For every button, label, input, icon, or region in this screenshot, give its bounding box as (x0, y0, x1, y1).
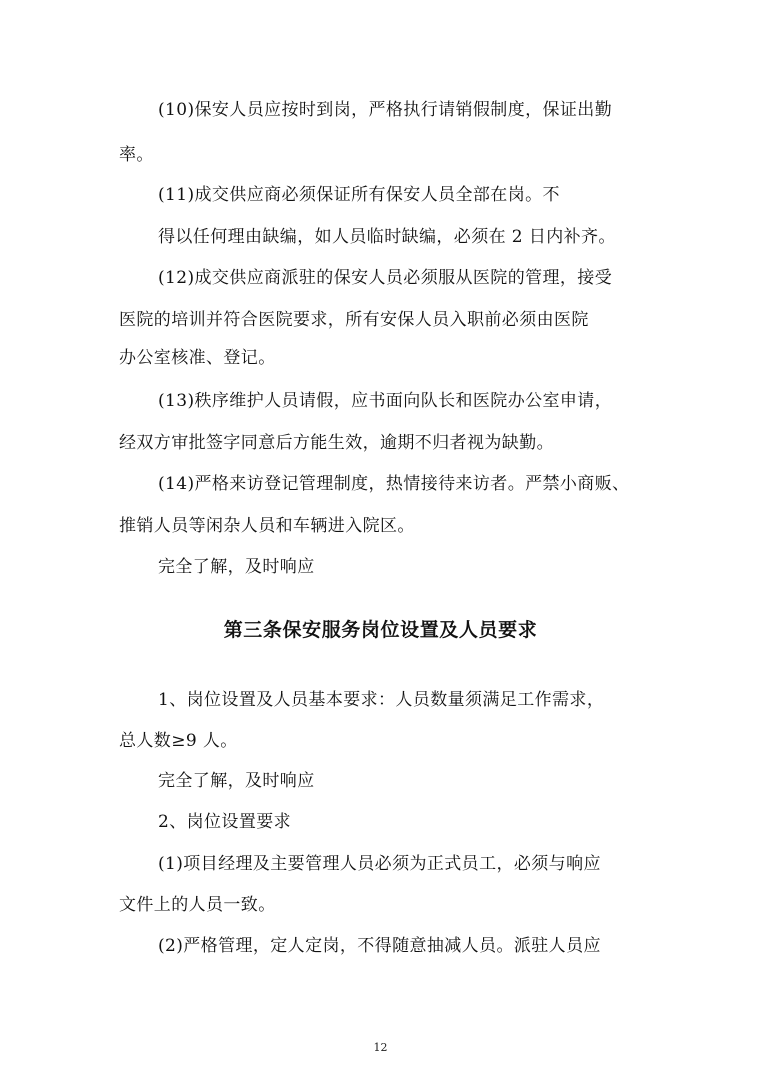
text-line: (1)项目经理及主要管理人员必须为正式员工，必须与响应 (158, 854, 601, 874)
section-heading: 第三条保安服务岗位设置及人员要求 (223, 619, 538, 641)
text-line: 率。 (119, 145, 154, 165)
text-line: 总人数≥9 人。 (119, 731, 238, 751)
text-line: (10)保安人员应按时到岗，严格执行请销假制度，保证出勤 (158, 100, 613, 120)
text-line: 2、岗位设置要求 (158, 812, 292, 832)
text-line: 完全了解，及时响应 (158, 557, 315, 577)
text-line: 办公室核准、登记。 (119, 348, 276, 368)
page-number: 12 (373, 1041, 388, 1054)
text-line: (11)成交供应商必须保证所有保安人员全部在岗。不 (158, 185, 560, 205)
text-line: (14)严格来访登记管理制度，热情接待来访者。严禁小商贩、 (158, 474, 630, 494)
text-line: 1、岗位设置及人员基本要求：人员数量须满足工作需求， (158, 690, 605, 710)
text-line: 完全了解，及时响应 (158, 771, 315, 791)
text-line: 经双方审批签字同意后方能生效，逾期不归者视为缺勤。 (119, 433, 554, 453)
text-line: (2)严格管理，定人定岗，不得随意抽减人员。派驻人员应 (158, 936, 601, 956)
text-line: (13)秩序维护人员请假，应书面向队长和医院办公室申请， (158, 391, 613, 411)
text-line: 得以任何理由缺编，如人员临时缺编，必须在 2 日内补齐。 (158, 227, 616, 247)
text-line: 医院的培训并符合医院要求，所有安保人员入职前必须由医院 (119, 310, 589, 330)
text-line: (12)成交供应商派驻的保安人员必须服从医院的管理，接受 (158, 268, 613, 288)
text-line: 推销人员等闲杂人员和车辆进入院区。 (119, 516, 415, 536)
text-line: 文件上的人员一致。 (119, 895, 276, 915)
